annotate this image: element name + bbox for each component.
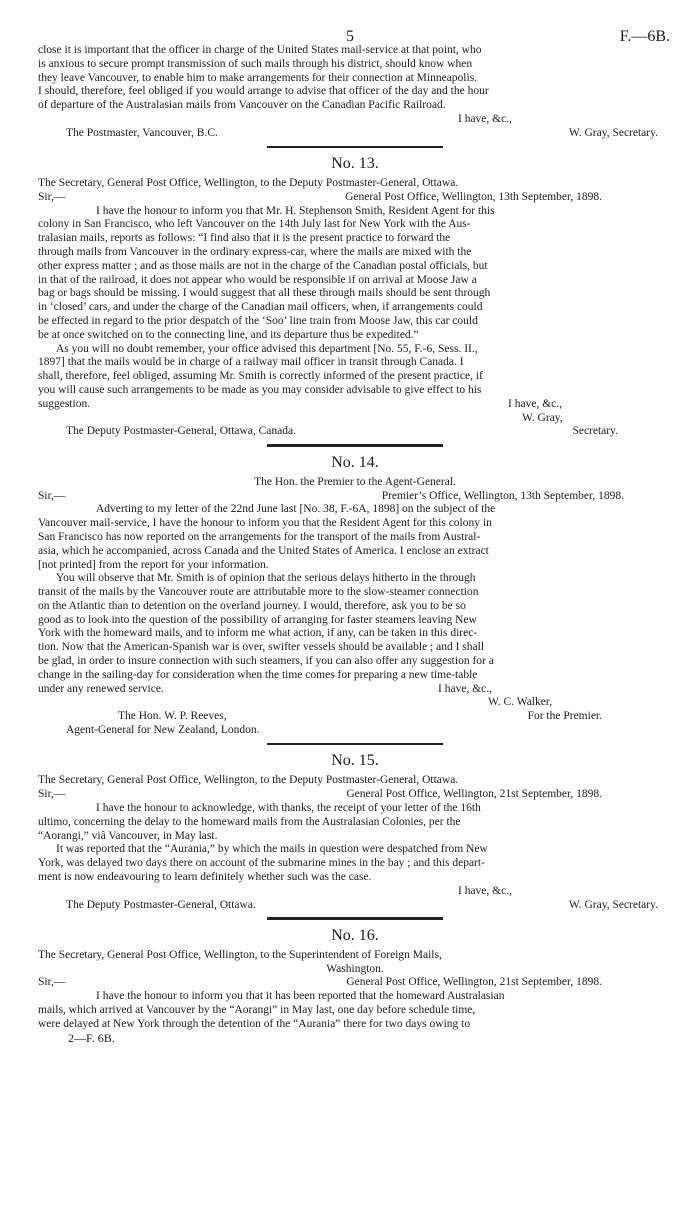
text-line: in that of the railroad, it does not appear who would be responsible if on arrival at Moose Jaw a [38,273,477,286]
salutation: Sir,— [38,489,66,502]
text-line: “Aorangi,” viâ Vancouver, in May last. [38,829,218,842]
text-line: in ‘closed’ cars, and under the charge of the Canadian mail officers, when, if arrangements could [38,301,483,314]
signature-title: For the Premier. [527,710,602,723]
salutation: Sir,— [38,976,66,989]
text-line: tion. Now that the American-Spanish war is over, swifter vessels should be available ; and I shall [38,641,485,654]
text-line: they leave Vancouver, to enable him to make arrangements for their connection at Minneapolis. [38,71,478,84]
closing: I have, &c., [438,682,492,695]
text-line: under any renewed service. [38,682,164,695]
letter-number: No. 16. [331,926,379,944]
letter-paragraph [38,843,672,884]
letter-heading: The Hon. the Premier to the Agent-General. [254,475,456,488]
section-divider [267,917,443,920]
signature-title: Secretary. [572,425,618,438]
letter-heading: The Secretary, General Post Office, Wellington, to the Deputy Postmaster-General, Ottawa. [38,177,459,190]
text-line: I have the honour to inform you that Mr. H. Stephenson Smith, Resident Agent for this [96,204,495,217]
text-line: suggestion. [38,397,91,410]
letter-paragraph [38,503,672,572]
page-number: 5 [346,28,354,45]
text-line: on the Atlantic than to detention on the overland journey. I would, therefore, ask you to be so [38,599,466,612]
text-line: York with the homeward mails, and to inform me what action, if any, can be taken in this direc- [38,627,478,640]
text-line: I have the honour to inform you that it has been reported that the homeward Australasian [96,990,505,1003]
signature-mark: 2—F. 6B. [68,1030,115,1045]
text-line: ultimo, concerning the delay to the homeward mails from the Australasian Colonies, per the [38,815,461,828]
text-line: is anxious to secure prompt transmission of such mails through his district, should know when [38,57,473,70]
signature-name: W. C. Walker, [488,696,553,709]
letter-number: No. 14. [331,453,379,471]
section-divider [267,444,443,447]
salutation: Sir,— [38,788,66,801]
signature: W. Gray, Secretary. [568,898,658,911]
letter-heading-continued: Washington. [326,962,384,975]
letter-paragraph [38,343,672,398]
dateline: General Post Office, Wellington, 21st September, 1898. [346,788,602,801]
text-line: transit of the mails by the Vancouver route are attributable more to the slow-steamer connection [38,586,479,599]
text-line: were delayed at New York through the detention of the “Aurania” there for two days owing to [38,1017,471,1030]
text-line: As you will no doubt remember, your office advised this department [No. 55, F.-6, Sess. II., [56,342,478,355]
text-line: Vancouver mail-service, I have the honour to inform you that the Resident Agent for this colony in [38,517,492,530]
letter-heading: The Secretary, General Post Office, Wellington, to the Deputy Postmaster-General, Ottawa. [38,774,459,787]
section-divider [267,146,443,149]
section-divider [267,743,443,746]
text-line: asia, which he accompanied, across Canada and the United States of America. I enclose an extract [38,544,489,557]
text-line: I should, therefore, feel obliged if you would arrange to advise that officer of the day and the hour [38,85,489,98]
text-line: mails, which arrived at Vancouver by the “Aorangi” in May last, one day before schedule time, [38,1004,476,1017]
text-line: shall, therefore, feel obliged, assuming Mr. Smith is correctly informed of the present practice, if [38,370,483,383]
text-line: be at once switched on to the connecting line, and its departure thus be expedited.” [38,328,419,341]
text-line: It was reported that the “Aurania,” by which the mails in question were despatched from New [56,843,488,856]
letter-paragraph [38,205,672,343]
dateline: Premier’s Office, Wellington, 13th September, 1898. [381,489,624,502]
dateline: General Post Office, Wellington, 13th September, 1898. [345,190,602,203]
text-line: [not printed] from the report for your information. [38,558,269,571]
signature-name: W. Gray, [522,411,563,424]
text-line: York, was delayed two days there on account of the submarine mines in the bay ; and this depart- [38,857,485,870]
text-line: change in the sailing-day for consideration when the time comes for preparing a new time-table [38,668,478,681]
text-line: bag or bags should be missing. I would suggest that all these through mails should be sent through [38,287,491,300]
text-line: Adverting to my letter of the 22nd June last [No. 38, F.-6A, 1898] on the subject of the [96,503,496,516]
letter-number: No. 15. [331,752,379,770]
closing: I have, &c., [458,884,512,897]
text-line: other express matter ; and as those mails are not in the charge of the Canadian postal officials, but [38,259,488,272]
page-reference: F.—6B. [619,28,670,45]
addressee: The Postmaster, Vancouver, B.C. [66,126,218,139]
closing: I have, &c., [508,397,562,410]
addressee: The Deputy Postmaster-General, Ottawa, Canada. [66,425,297,438]
text-line: through mails from Vancouver in the ordinary express-car, where the mails are mixed with the [38,246,472,259]
letter-paragraph [38,572,672,682]
intro-paragraph [38,44,672,113]
text-line: ment is now endeavouring to learn definitely whether such was the case. [38,870,372,883]
addressee: The Deputy Postmaster-General, Ottawa. [66,898,256,911]
salutation: Sir,— [38,190,66,203]
text-line: good as to look into the question of the possibility of arranging for faster steamers leaving New [38,613,477,626]
text-line: you will cause such arrangements to be made as you may consider advisable to give effect to his [38,384,482,397]
addressee: The Hon. W. P. Reeves, [118,710,227,723]
letter-number: No. 13. [331,155,379,173]
letter-paragraph [38,990,672,1031]
letter-paragraph [38,802,672,843]
signature: W. Gray, Secretary. [568,126,658,139]
addressee: Agent-General for New Zealand, London. [66,724,260,737]
text-line: You will observe that Mr. Smith is of opinion that the serious delays hitherto in the through [56,572,476,585]
text-line: of departure of the Australasian mails from Vancouver on the Canadian Pacific Railroad. [38,99,446,112]
text-line: colony in San Francisco, who left Vancouver on the 14th July last for New York with the Aus- [38,218,471,231]
text-line: 1897] that the mails would be in charge of a railway mail officer in transit through Canada. I [38,356,464,369]
dateline: General Post Office, Wellington, 21st September, 1898. [346,976,602,989]
letter-heading: The Secretary, General Post Office, Wellington, to the Superintendent of Foreign Mails, [38,948,442,961]
text-line: close it is important that the officer in charge of the United States mail-service at that point, who [38,44,482,56]
closing: I have, &c., [458,112,512,125]
text-line: be glad, in order to insure connection with such steamers, if you can also offer any suggestion for a [38,655,494,668]
text-line: tralasian mails, reports as follows: “I find also that it is the present practice to forward the [38,232,451,245]
text-line: be effected in regard to the prior despatch of the ‘Soo’ line train from Moose Jaw, this car could [38,315,478,328]
text-line: I have the honour to acknowledge, with thanks, the receipt of your letter of the 16th [96,801,481,814]
text-line: San Francisco has now reported on the arrangements for the transport of the mails from Austral- [38,530,481,543]
